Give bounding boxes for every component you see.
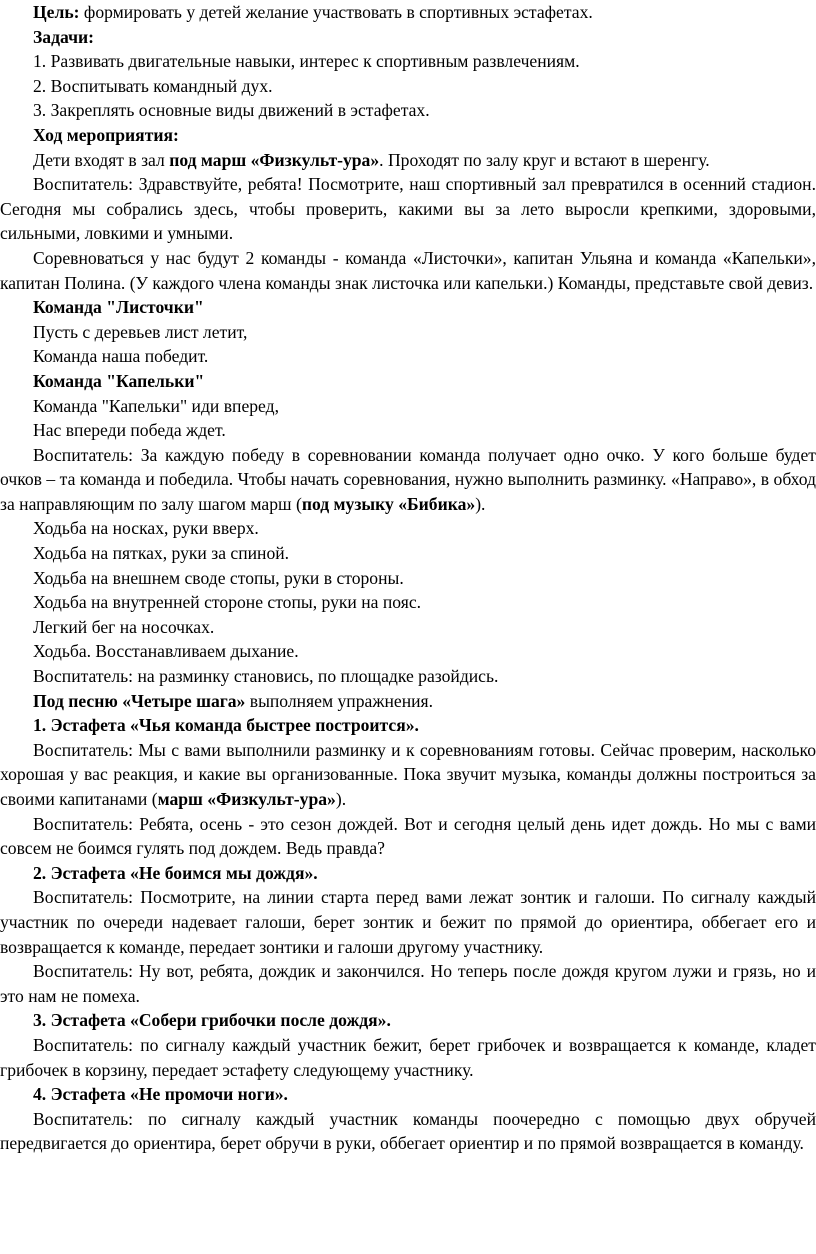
spread-paragraph: Воспитатель: на разминку становись, по площадке разойдись.: [33, 666, 499, 687]
exercise-item: Легкий бег на носочках.: [33, 616, 215, 637]
task-item: 2. Воспитывать командный дух.: [33, 75, 273, 96]
relay2-paragraph: Воспитатель: Посмотрите, на линии старта перед вами лежат зонтик и галоши. По сигналу каждый участник по очереди надевает галоши, берет зонтик и бежит по прямой до ориентира, оббегает его и возвращается к команде, передает зонтики и галоши другому участнику.: [0, 887, 816, 957]
teams-intro-paragraph: Соревноваться у нас будут 2 команды - команда «Листочки», капитан Ульяна и команда «Капельки», капитан Полина. (У каждого члена команды знак листочка или капельки.) Команды, представьте свой девиз.: [0, 247, 816, 293]
relay1-paragraph: Воспитатель: Мы с вами выполнили разминку и к соревнованиям готовы. Сейчас проверим, насколько хорошая у вас реакция, и какие вы организованные. Пока звучит музыка, команды должны построиться за своими капитанами (марш «Физкульт-ура»).: [0, 739, 816, 809]
exercise-item: Ходьба на внешнем своде стопы, руки в стороны.: [33, 567, 404, 588]
team2-motto-line: Нас впереди победа ждет.: [33, 420, 226, 441]
task-item: 3. Закреплять основные виды движений в эстафетах.: [33, 100, 430, 121]
relay3-paragraph: Воспитатель: по сигналу каждый участник бежит, берет грибочек и возвращается к команде, кладет грибочек в корзину, передает эстафету следующему участнику.: [0, 1034, 816, 1080]
exercise-item: Ходьба на внутренней стороне стопы, руки на пояс.: [33, 592, 422, 613]
team1-motto-line: Пусть с деревьев лист летит,: [33, 321, 248, 342]
team2-motto-line: Команда "Капельки" иди вперед,: [33, 395, 279, 416]
exercise-item: Ходьба на пятках, руки за спиной.: [33, 543, 290, 564]
entry-music: под марш «Физкульт-ура»: [169, 149, 380, 170]
after-rain-paragraph: Воспитатель: Ну вот, ребята, дождик и закончился. Но теперь после дождя кругом лужи и грязь, но и это нам не помеха.: [0, 961, 816, 1006]
rain-paragraph: Воспитатель: Ребята, осень - это сезон дождей. Вот и сегодня целый день идет дождь. Но мы с вами совсем не боимся гулять под дождем. Ведь правда?: [0, 813, 816, 859]
relay3-title: 3. Эстафета «Собери грибочки после дождя».: [33, 1010, 391, 1031]
song-paragraph: Под песню «Четыре шага» выполняем упражнения.: [33, 690, 434, 711]
relay2-title: 2. Эстафета «Не боимся мы дождя».: [33, 862, 318, 883]
relay1-title: 1. Эстафета «Чья команда быстрее построится».: [33, 715, 419, 736]
greeting-paragraph: Воспитатель: Здравствуйте, ребята! Посмотрите, наш спортивный зал превратился в осенний стадион. Сегодня мы собрались здесь, чтобы проверить, какими вы за лето выросли крепкими, здоровыми, сильными, ловкими и умными.: [0, 174, 816, 244]
relay1-music: марш «Физкульт-ура»: [157, 789, 336, 809]
goal-paragraph: [0, 0, 816, 25]
task-item: 1. Развивать двигательные навыки, интерес к спортивным развлечениям.: [33, 51, 580, 72]
warmup-paragraph: Воспитатель: За каждую победу в соревновании команда получает одно очко. У кого больше будет очков – та команда и победила. Чтобы начать соревнования, нужно выполнить разминку. «Направо», в обход за направляющим по залу шагом марш (под музыку «Бибика»).: [0, 444, 816, 514]
tasks-heading: Задачи:: [33, 26, 94, 47]
relay4-title: 4. Эстафета «Не промочи ноги».: [33, 1084, 288, 1105]
warmup-music: под музыку «Бибика»: [301, 493, 476, 514]
goal-text: формировать у детей желание участвовать в спортивных эстафетах.: [79, 2, 593, 22]
exercise-item: Ходьба на носках, руки вверх.: [33, 518, 259, 539]
entry-paragraph: Дети входят в зал под марш «Физкульт-ура». Проходят по залу круг и встают в шеренгу.: [33, 149, 710, 170]
team2-title: Команда "Капельки": [33, 370, 205, 391]
team1-motto-line: Команда наша победит.: [33, 346, 209, 367]
team1-title: Команда "Листочки": [33, 297, 204, 318]
course-heading: Ход мероприятия:: [33, 124, 179, 145]
exercise-item: Ходьба. Восстанавливаем дыхание.: [33, 641, 299, 662]
relay4-paragraph: Воспитатель: по сигналу каждый участник команды поочередно с помощью двух обручей передвигается до ориентира, берет обручи в руки, оббегает ориентир и по прямой возвращается в команду.: [0, 1108, 816, 1154]
goal-label: Цель:: [33, 2, 80, 22]
